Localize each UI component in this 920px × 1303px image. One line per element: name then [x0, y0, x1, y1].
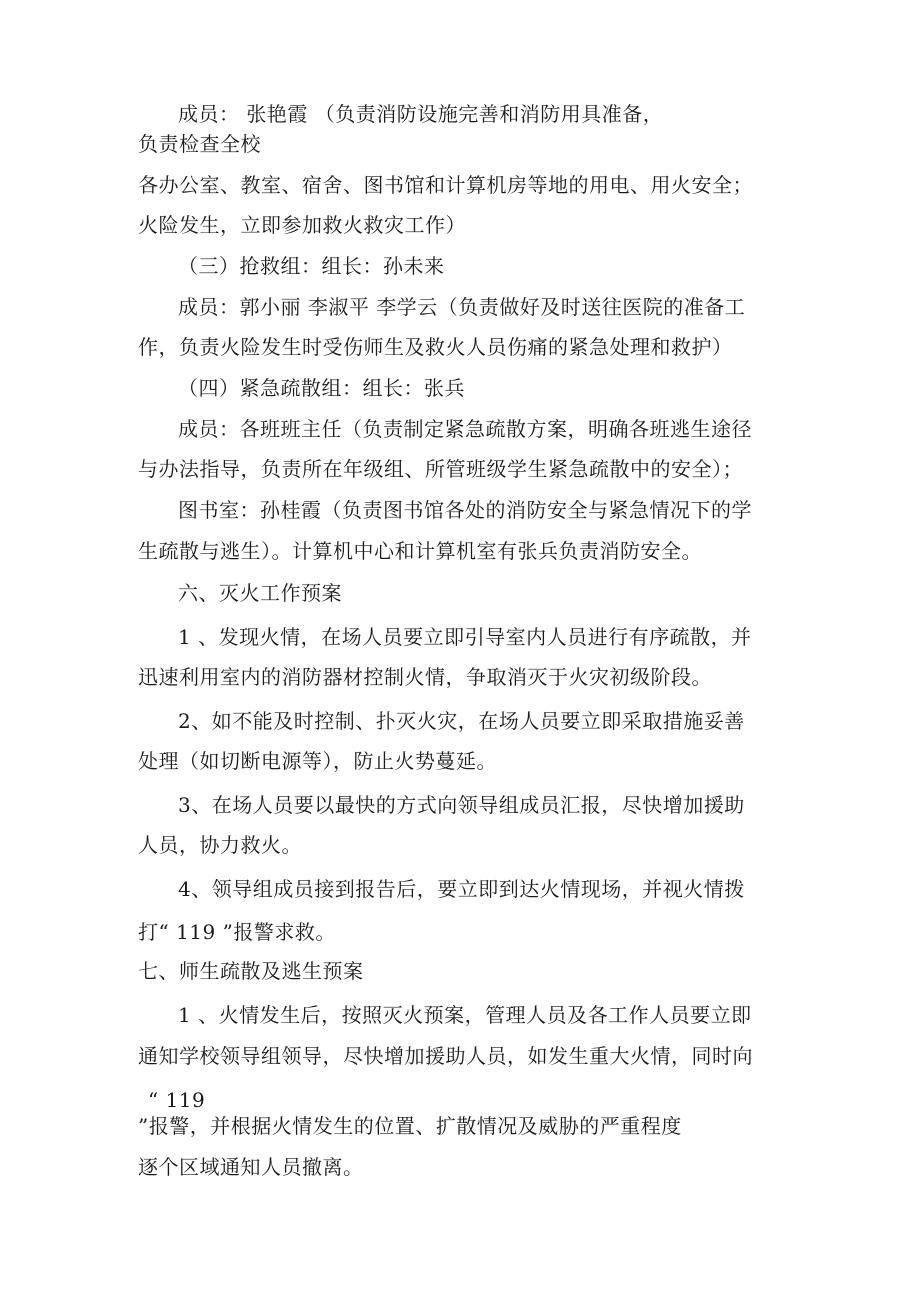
text-line: 迅速利用室内的消防器材控制火情，争取消灭于火灾初级阶段。 — [138, 665, 712, 689]
text-line: 火险发生，立即参加救火救灾工作） — [138, 213, 466, 237]
text-line: 1 、发现火情，在场人员要立即引导室内人员进行有序疏散，并 — [178, 625, 752, 649]
text-line: 负责检查全校 — [138, 132, 261, 156]
text-line: 打“ 119 ”报警求救。 — [138, 920, 336, 944]
text-line: 人员，协力救火。 — [138, 833, 302, 857]
text-line: 图书室：孙桂霞（负责图书馆各处的消防安全与紧急情况下的学 — [178, 498, 752, 522]
text-line: 3、在场人员要以最快的方式向领导组成员汇报，尽快增加援助 — [178, 793, 745, 817]
section-heading: （四）紧急疏散组：组长：张兵 — [178, 376, 465, 400]
text-line: 通知学校领导组领导，尽快增加援助人员，如发生重大火情，同时向 — [138, 1044, 753, 1068]
text-line: 处理（如切断电源等），防止火势蔓延。 — [138, 749, 497, 773]
text-line: 生疏散与逃生）。计算机中心和计算机室有张兵负责消防安全。 — [138, 539, 702, 563]
text-line: “ 119 — [148, 1088, 206, 1112]
text-line: 各办公室、教室、宿舍、图书馆和计算机房等地的用电、用火安全； — [138, 173, 753, 197]
section-heading: 六、灭火工作预案 — [178, 581, 342, 605]
text-line: 4、领导组成员接到报告后，要立即到达火情现场，并视火情拨 — [178, 877, 745, 901]
section-heading: 七、师生疏散及逃生预案 — [138, 959, 364, 983]
text-line: 成员： 张艳霞 （负责消防设施完善和消防用具准备， — [178, 102, 664, 126]
text-line: ”报警，并根据火情发生的位置、扩散情况及威胁的严重程度 — [138, 1114, 682, 1138]
text-line: 与办法指导，负责所在年级组、所管班级学生紧急疏散中的安全）； — [138, 457, 743, 481]
text-line: 作，负责火险发生时受伤师生及救火人员伤痛的紧急处理和救护） — [138, 335, 733, 359]
text-line: 2、如不能及时控制、扑灭火灾，在场人员要立即采取措施妥善 — [178, 709, 745, 733]
section-heading: （三）抢救组：组长：孙未来 — [178, 254, 445, 278]
text-line: 成员：郭小丽 李淑平 李学云（负责做好及时送往医院的准备工 — [178, 295, 746, 319]
text-line: 逐个区域通知人员撤离。 — [138, 1155, 364, 1179]
text-line: 成员：各班班主任（负责制定紧急疏散方案，明确各班逃生途径 — [178, 417, 752, 441]
text-line: 1 、火情发生后，按照灭火预案，管理人员及各工作人员要立即 — [178, 1003, 752, 1027]
